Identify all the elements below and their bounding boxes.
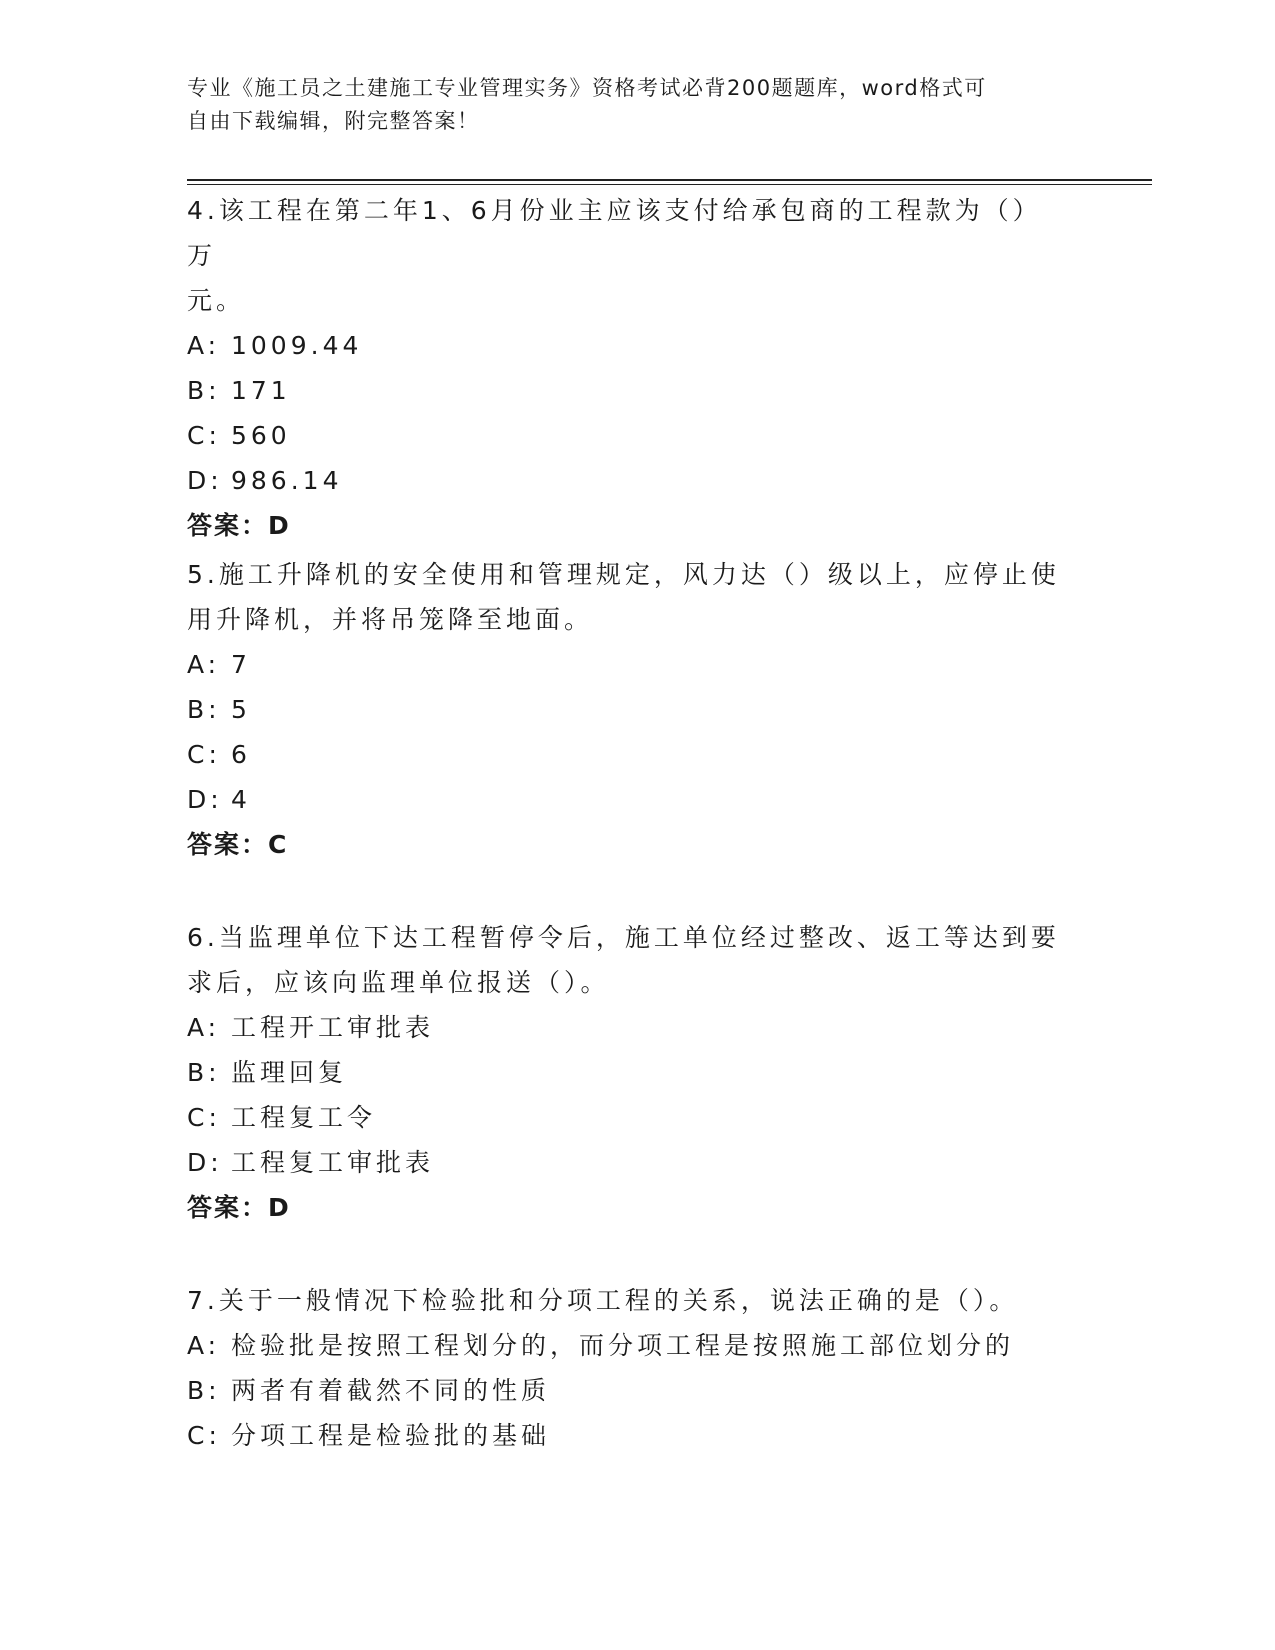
option-text: 7: [231, 650, 251, 679]
option-text: 两者有着截然不同的性质: [231, 1376, 551, 1405]
option-b: [187, 687, 1067, 732]
question-stem-line: 求后，应该向监理单位报送（）。: [187, 968, 610, 997]
option-text: 986.14: [231, 466, 343, 495]
option-text: 171: [231, 376, 291, 405]
option-letter: B:: [187, 695, 221, 724]
answer-line: 答案：D: [187, 511, 291, 540]
header-divider-thick: [187, 179, 1152, 181]
question-5: [187, 552, 1067, 867]
option-d: [187, 777, 1067, 822]
option-letter: D:: [187, 466, 223, 495]
option-text: 工程复工审批表: [231, 1148, 435, 1177]
option-c: [187, 732, 1067, 777]
header-line-2: 自由下载编辑，附完整答案！: [187, 109, 480, 133]
answer-line: 答案：D: [187, 1193, 291, 1222]
option-letter: A:: [187, 331, 221, 360]
option-letter: D:: [187, 785, 223, 814]
option-b: [187, 368, 1067, 413]
answer-line: 答案：C: [187, 830, 289, 859]
option-a: [187, 323, 1067, 368]
option-a: [187, 1005, 1067, 1050]
header-divider-thin: [187, 184, 1152, 185]
option-letter: C:: [187, 740, 221, 769]
option-text: 分项工程是检验批的基础: [231, 1421, 551, 1450]
option-letter: C:: [187, 421, 221, 450]
option-b: [187, 1050, 1067, 1095]
question-stem-line: 5.施工升降机的安全使用和管理规定，风力达（）级以上，应停止使: [187, 560, 1060, 589]
question-6: [187, 915, 1067, 1230]
option-text: 4: [231, 785, 251, 814]
question-stem-line: 用升降机，并将吊笼降至地面。: [187, 605, 594, 634]
option-c: [187, 413, 1067, 458]
option-text: 1009.44: [231, 331, 363, 360]
option-letter: A:: [187, 1331, 221, 1360]
option-text: 工程开工审批表: [231, 1013, 435, 1042]
option-text: 检验批是按照工程划分的，而分项工程是按照施工部位划分的: [231, 1331, 1015, 1360]
question-stem-line: 元。: [187, 286, 246, 315]
option-letter: A:: [187, 1013, 221, 1042]
header-line-1: 专业《施工员之土建施工专业管理实务》资格考试必背200题题库，word格式可: [187, 76, 987, 100]
option-c: [187, 1413, 1067, 1458]
option-letter: B:: [187, 1058, 221, 1087]
option-letter: A:: [187, 650, 221, 679]
question-4: [187, 188, 1067, 548]
option-text: 5: [231, 695, 251, 724]
option-letter: C:: [187, 1103, 221, 1132]
option-d: [187, 1140, 1067, 1185]
option-b: [187, 1368, 1067, 1413]
option-c: [187, 1095, 1067, 1140]
option-text: 6: [231, 740, 251, 769]
option-a: [187, 642, 1067, 687]
option-text: 工程复工令: [231, 1103, 377, 1132]
option-d: [187, 458, 1067, 503]
document-header: [187, 72, 1067, 138]
option-letter: B:: [187, 376, 221, 405]
option-text: 监理回复: [231, 1058, 348, 1087]
question-7: [187, 1278, 1067, 1458]
option-letter: C:: [187, 1421, 221, 1450]
question-stem-line: 4.该工程在第二年1、6月份业主应该支付给承包商的工程款为（）万: [187, 196, 1042, 270]
option-a: [187, 1323, 1067, 1368]
option-text: 560: [231, 421, 291, 450]
option-letter: D:: [187, 1148, 223, 1177]
option-letter: B:: [187, 1376, 221, 1405]
question-stem-line: 7.关于一般情况下检验批和分项工程的关系，说法正确的是（）。: [187, 1286, 1019, 1315]
question-stem-line: 6.当监理单位下达工程暂停令后，施工单位经过整改、返工等达到要: [187, 923, 1060, 952]
